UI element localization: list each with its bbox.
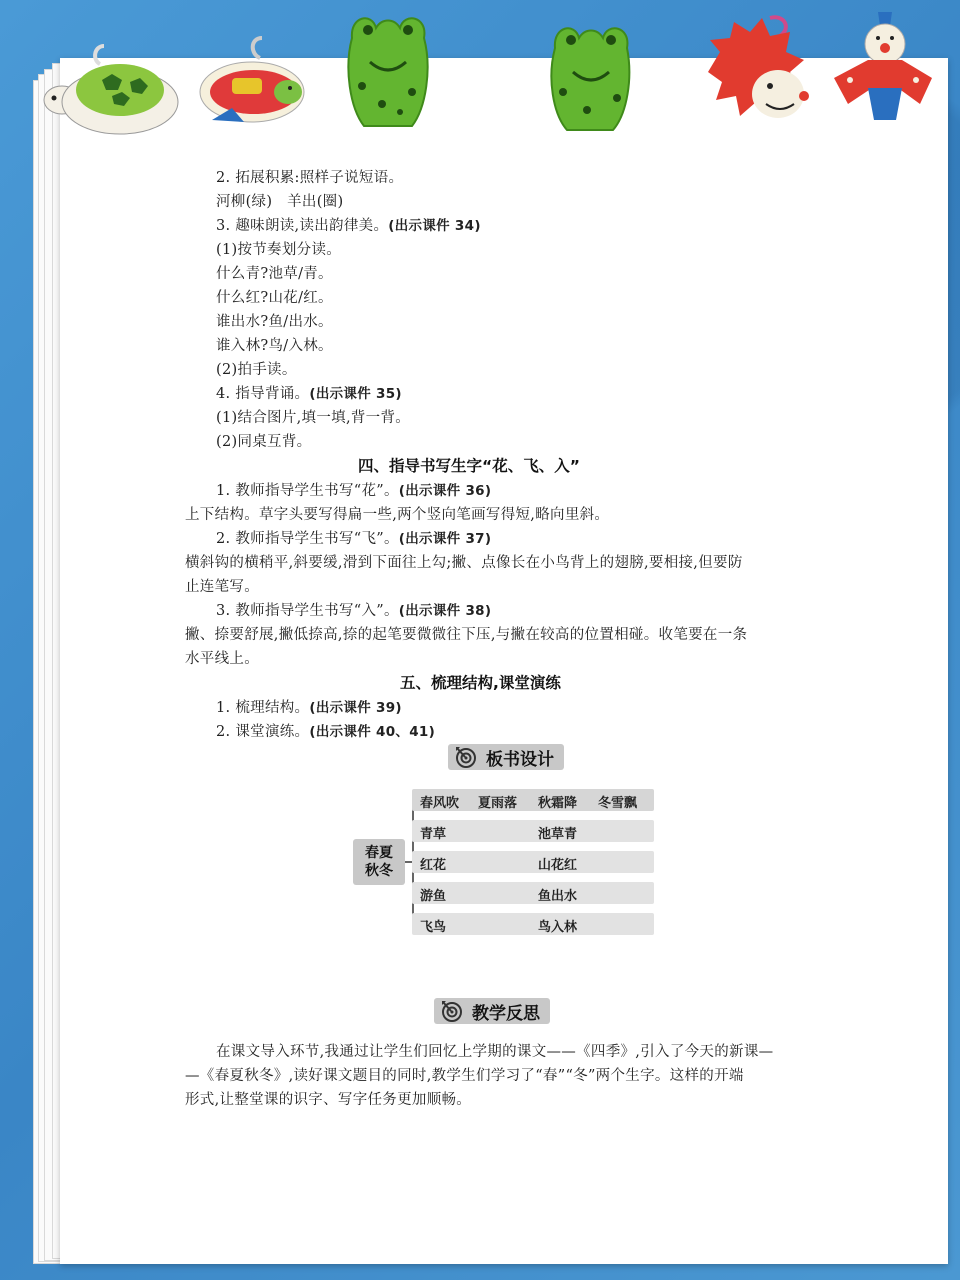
board-cell: 冬雪飘 bbox=[598, 796, 638, 811]
section-heading: 四、指导书写生字“花、飞、入” bbox=[358, 457, 580, 475]
board-row bbox=[412, 851, 654, 873]
text-line: 河柳(绿) 羊出(圈) bbox=[216, 194, 344, 210]
text-line: 2. 拓展积累:照样子说短语。 bbox=[216, 170, 404, 186]
banner-title: 教学反思 bbox=[472, 1003, 540, 1024]
hedgehog-clip-decoration bbox=[700, 12, 820, 127]
text-line: (2)拍手读。 bbox=[216, 362, 297, 378]
frog-clip-decoration bbox=[545, 18, 635, 136]
text-line: 什么红?山花/红。 bbox=[216, 290, 333, 306]
board-center-line: 秋冬 bbox=[365, 863, 393, 879]
board-cell: 红花 bbox=[420, 858, 447, 873]
board-cell: 池草青 bbox=[538, 827, 578, 842]
text-line: 谁入林?鸟/入林。 bbox=[216, 338, 333, 354]
target-icon bbox=[440, 999, 464, 1023]
board-center-line: 春夏 bbox=[365, 845, 393, 861]
text-line: 撇、捺要舒展,撇低捺高,捺的起笔要微微往下压,与撇在较高的位置相碰。收笔要在一条 bbox=[185, 627, 748, 643]
text-line: 3. 趣味朗读,读出韵律美。(出示课件 34) bbox=[216, 218, 481, 234]
text-line: 水平线上。 bbox=[185, 651, 259, 667]
text-line: 横斜钩的横稍平,斜要缓,滑到下面往上勾;撇、点像长在小鸟背上的翅膀,要相接,但要防 bbox=[185, 555, 743, 571]
turtle-clip-decoration bbox=[42, 40, 187, 140]
board-cell: 鸟入林 bbox=[538, 920, 578, 935]
document-page bbox=[60, 58, 948, 1264]
board-cell: 夏雨落 bbox=[478, 796, 518, 811]
board-row bbox=[412, 820, 654, 842]
text-line: 2. 课堂演练。(出示课件 40、41) bbox=[216, 724, 436, 740]
text-line: 形式,让整堂课的识字、写字任务更加顺畅。 bbox=[185, 1092, 472, 1108]
text-line: 上下结构。草字头要写得扁一些,两个竖向笔画写得短,略向里斜。 bbox=[185, 507, 610, 523]
text-line: 谁出水?鱼/出水。 bbox=[216, 314, 333, 330]
target-icon bbox=[454, 745, 478, 769]
text-line: 2. 教师指导学生书写“飞”。(出示课件 37) bbox=[216, 531, 492, 547]
board-cell: 春风吹 bbox=[420, 796, 460, 811]
board-cell: 山花红 bbox=[538, 858, 578, 873]
text-line: —《春夏秋冬》,读好课文题目的同时,教学生们学习了“春”“冬”两个生字。这样的开端 bbox=[185, 1068, 744, 1084]
text-line: (2)同桌互背。 bbox=[216, 434, 312, 450]
board-cell: 游鱼 bbox=[420, 889, 447, 904]
text-line: 1. 教师指导学生书写“花”。(出示课件 36) bbox=[216, 483, 492, 499]
text-line: 3. 教师指导学生书写“入”。(出示课件 38) bbox=[216, 603, 492, 619]
board-design-banner bbox=[448, 744, 564, 770]
board-cell: 鱼出水 bbox=[538, 889, 578, 904]
text-line: 4. 指导背诵。(出示课件 35) bbox=[216, 386, 402, 402]
board-cell: 青草 bbox=[420, 827, 447, 842]
banner-title: 板书设计 bbox=[486, 749, 554, 770]
text-line: 在课文导入环节,我通过让学生们回忆上学期的课文——《四季》,引入了今天的新课— bbox=[216, 1044, 774, 1060]
board-row bbox=[412, 913, 654, 935]
reflection-banner bbox=[434, 998, 550, 1024]
text-line: 1. 梳理结构。(出示课件 39) bbox=[216, 700, 402, 716]
board-center-box bbox=[353, 839, 405, 885]
board-row bbox=[412, 882, 654, 904]
board-cell: 秋霜降 bbox=[538, 796, 578, 811]
text-line: 什么青?池草/青。 bbox=[216, 266, 333, 282]
text-line: (1)结合图片,填一填,背一背。 bbox=[216, 410, 411, 426]
board-top-row bbox=[412, 789, 654, 811]
section-heading: 五、梳理结构,课堂演练 bbox=[400, 674, 561, 692]
frog-clip-decoration bbox=[342, 8, 434, 133]
board-cell: 飞鸟 bbox=[420, 920, 447, 935]
text-line: 止连笔写。 bbox=[185, 579, 259, 595]
clown-clip-decoration bbox=[828, 8, 938, 126]
plane-clip-decoration bbox=[192, 30, 317, 135]
text-line: (1)按节奏划分读。 bbox=[216, 242, 342, 258]
